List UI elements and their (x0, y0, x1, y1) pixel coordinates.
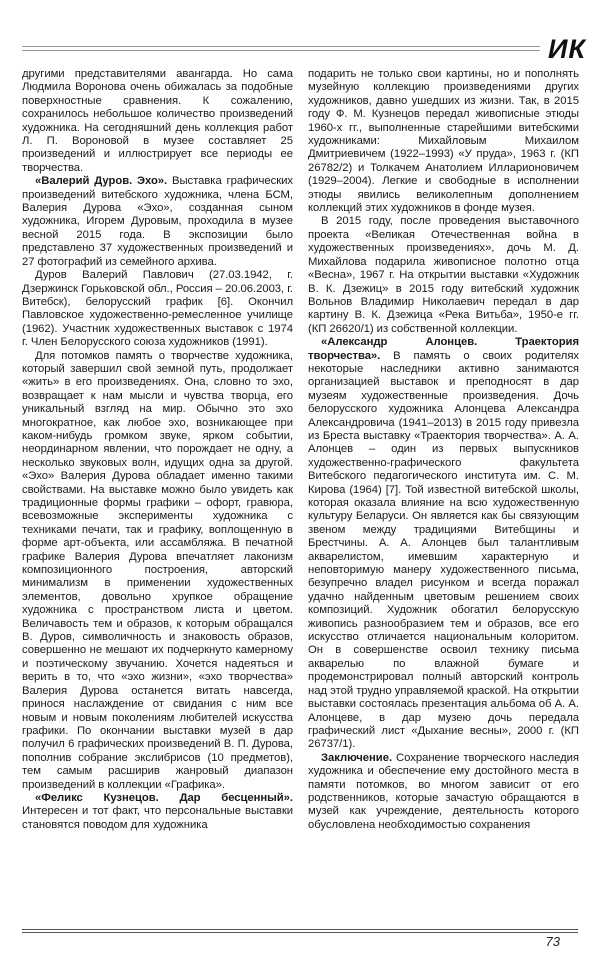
paragraph-lead: «Александр Алонцев. Траектория творчества». (308, 336, 579, 362)
paragraph (22, 68, 293, 175)
paragraph-text: подарить не только свои картины, но и пополнять музейную коллекцию произведениями других художников, давно ушедших из жизни. Так, в 2015 году Ф. М. Кузнецов передал живописные этюды 1960-х гг., выполненные старейшими витебскими художниками: Михайловым Михаилом Дмитриевичем (1922–1993) «У пруда», 1963 г. (КП 26782/2) и Толкачем Анатолием Илларионовичем (1929–2004). Легкие и свободные в исполнении этюды явились великолепным дополнением коллекций этих художников в фонде музея. (308, 68, 579, 215)
paragraph-text: В память о своих родителях некоторые наследники активно занимаются организацией выставок и преподносят в дар музеям художественные произведения. Дочь белорусского художника Алонцева Александра Александровича (1941–2013) в 2015 году привезла из Бреста выставку «Траектория творчества». А. А. Алонцев – один из первых выпускников художественно-графического факультета Витебского педагогического института им. С. М. Кирова (1964) [7]. Той известной витебской школы, которая оказала влияние на всю художественную культуру Беларуси. Он является как бы связующим звеном между традициями Витебщины и Брестчины. А. А. Алонцев был талантливым акварелистом, имевшим характерную и неповторимую манеру художественного письма, безупречно владел рисунком и всегда поражал удачно найденным цветовым решением своих композиций. Художник обогатил белорусскую живопись разнообразием тем и образов, все его искусство отличается национальным колоритом. Он в совершенстве освоил технику письма акварелью по влажной бумаге и продемонстрировал полный авторский контроль над этой трудно управляемой краской. На открытии выставки состоялась презентация альбома об А. А. Алонцеве, в дар музею дочь передала графический лист «Дыхание весны», 2000 г. (КП 26737/1). (308, 349, 579, 751)
header-rule (22, 46, 600, 51)
paragraph-text: В 2015 году, после проведения выставочного проекта «Великая Отечественная война в художественных произведениях», дочь М. Д. Михайлова подарила живописное полотно отца «Весна», 1967 г. На открытии выставки «Художник В. К. Дзежиц» в 2015 году витебский художник Вольнов Владимир Николаевич передал в дар картину В. К. Дзежица «Река Витьба», 1950-е гг. (КП 26620/1) из собственной коллекции. (308, 215, 579, 335)
right-column (308, 68, 579, 928)
paragraph-lead: «Валерий Дуров. Эхо». (35, 175, 168, 188)
paragraph-text: Интересен и тот факт, что персональные выставки становятся поводом для художника (22, 805, 293, 831)
article-body (22, 68, 579, 928)
paragraph-text: Сохранение творческого наследия художника и обеспечение ему достойного места в памяти потомков, во многом зависит от его родственников, которые зачастую обращаются в музей как учреждение, деятельность которого обусловлена необходимостью сохранения (308, 751, 579, 831)
section-tag: ИК (540, 34, 600, 64)
paragraph-text: Дуров Валерий Павлович (27.03.1942, г. Дзержинск Горьковской обл., Россия – 20.06.2003, г. Витебск), белорусский график [6]. Окончил Павловское художественно-ремесленное училище (1962). Участник художественных выставок с 1974 г. Член Белорусского союза художников (1991). (22, 269, 293, 349)
paragraph-text: Выставка графических произведений витебского художника, члена БСМ, Валерия Дурова «Эхо», созданная сыном художника, Игорем Дуровым, проходила в музее весной 2015 года. В экспозиции было представлено 37 художественных произведений и 27 фотографий из семейного архива. (22, 175, 293, 268)
paragraph-lead: «Феликс Кузнецов. Дар бесценный». (35, 791, 293, 804)
paragraph (22, 350, 293, 792)
paragraph (22, 269, 293, 349)
paragraph-text: другими представителями авангарда. Но сама Людмила Воронова очень обижалась за подобные поверхностные сравнения. К сожалению, сохранилось небольшое количество произведений художника. На сегодняшний день коллекция работ Л. П. Вороновой в музее составляет 25 произведений и иллюстрирует все периоды ее творчества. (22, 68, 293, 174)
footer-rule (22, 929, 578, 933)
page-number: 73 (545, 934, 560, 949)
paragraph (22, 175, 293, 269)
paragraph (308, 68, 579, 215)
left-column (22, 68, 293, 928)
paragraph (308, 336, 579, 752)
paragraph (308, 752, 579, 832)
paragraph (308, 215, 579, 336)
paragraph-text: Для потомков память о творчестве художника, который завершил свой земной путь, продолжает «жить» в его произведениях. Она, словно то эхо, возвращает к нам мысли и чувства творца, его уникальный взгляд на мир. Обычно это эхо многократное, как любое эхо, возникающее при каком-нибудь громком звуке, ярком событии, неординарном явлении, что порождает не одну, а несколько звуковых волн, идущих одна за другой. «Эхо» Валерия Дурова обладает именно такими свойствами. На выставке можно было увидеть как традиционные формы графики – офорт, гравюра, всевозможные эксперименты художника с техниками печати, так и графику, воплощенную в форме арт-объекта, или ассамбляжа. В печатной графике Валерия Дурова впечатляет лаконизм композиционного построения, авторский минимализм в применении художественных элементов, довольно хрупкое обращение художника с пространством листа и цветом. Величавость тем и образов, к которым обращался В. Дуров, символичность и знаковость образов, совершенно не мешают их подчеркнуто камерному и поэтическому звучанию. Хочется надеяться и верить в то, что «эхо жизни», «эхо творчества» Валерия Дурова останется витать навсегда, принося наслаждение от свидания с ним все новым и новым поколениям любителей искусства графики. По окончании выставки музей в дар получил 6 графических произведений В. П. Дурова, пополнив собрание экслибрисов (10 предметов), тем самым расширив жанровый диапазон произведений в коллекции «Графика». (22, 349, 293, 791)
paragraph (22, 792, 293, 832)
paragraph-lead: Заключение. (321, 751, 393, 764)
